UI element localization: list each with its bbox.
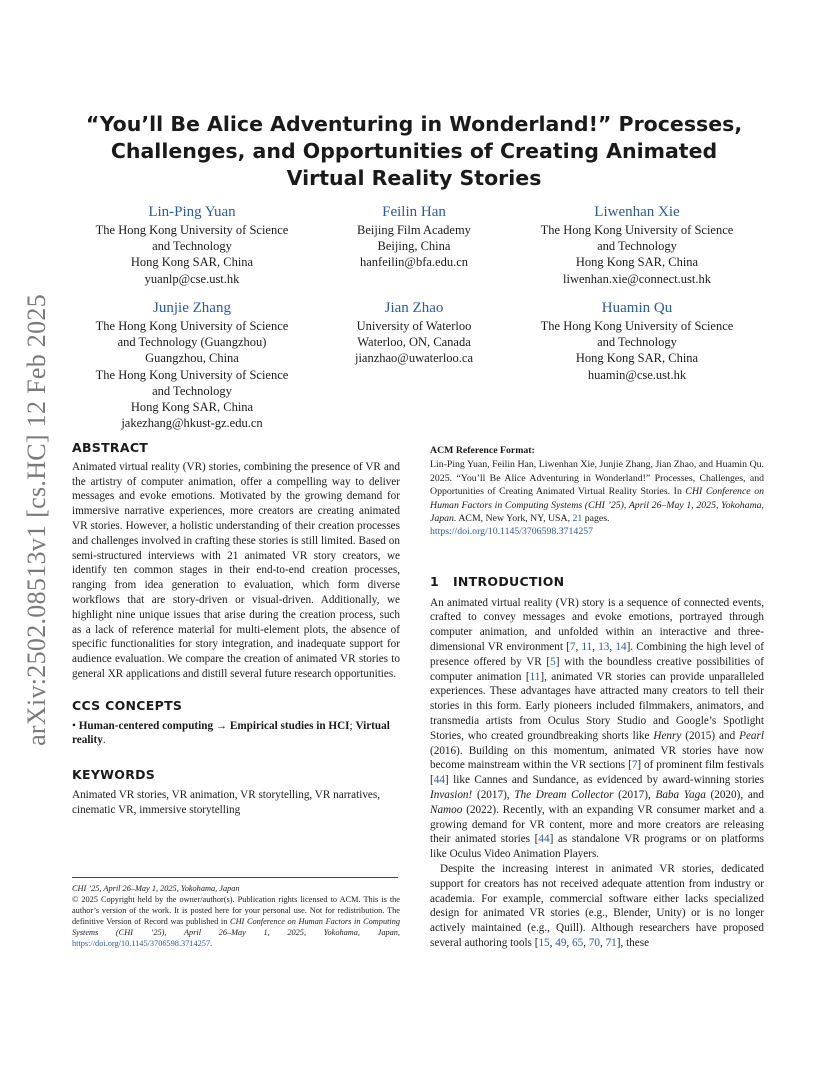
story-title: Baba Yaga — [655, 789, 706, 801]
author-affiliation: The Hong Kong University of Science — [95, 319, 289, 333]
citation-link[interactable]: 11 — [529, 670, 541, 683]
author-location: Hong Kong SAR, China — [130, 400, 254, 415]
citation-link[interactable]: 7 — [631, 759, 638, 772]
author-affiliation: and Technology — [152, 239, 232, 254]
author-email: liwenhan.xie@connect.ust.hk — [563, 271, 711, 286]
footnote-rule — [72, 877, 398, 878]
author-location: Beijing, China — [377, 239, 451, 254]
author-location: Hong Kong SAR, China — [575, 255, 699, 270]
text-run: , — [549, 936, 556, 949]
author-block — [324, 299, 504, 367]
text-run: (2020), and — [705, 789, 764, 801]
author-affiliation: The Hong Kong University of Science — [540, 319, 734, 333]
author-email: yuanlp@cse.ust.hk — [144, 271, 240, 286]
text-run: (2016). Building on this momentum, animated VR stories have now become mainstream within the VR sections [ — [430, 744, 764, 772]
citation-link[interactable]: 13 — [598, 641, 610, 654]
ccs-term: Human-centered computing — [78, 719, 214, 732]
footnote — [72, 883, 400, 949]
text-run: ]. Combining the high level of presence offered by VR [ — [430, 641, 764, 668]
citation-link[interactable]: 7 — [569, 641, 576, 654]
text-run: ] of prominent film festivals [ — [430, 759, 764, 787]
footnote-copyright — [72, 894, 400, 949]
story-title: Namoo — [430, 803, 463, 816]
text-run: , — [599, 936, 606, 949]
author-name[interactable]: Jian Zhao — [384, 300, 444, 316]
text-run: , — [583, 936, 589, 949]
author-email: jakezhang@hkust-gz.edu.cn — [121, 416, 263, 431]
footnote-venue: CHI ’25, April 26–May 1, 2025, Yokohama, Japan — [72, 884, 240, 893]
arxiv-sidebar — [17, 285, 57, 755]
author-affiliation: and Technology — [152, 383, 232, 398]
doi-link[interactable]: https://doi.org/10.1145/3706598.3714257 — [430, 526, 594, 538]
author-email: jianzhao@uwaterloo.ca — [354, 351, 474, 366]
ccs-concepts — [72, 719, 400, 749]
author-name[interactable]: Huamin Qu — [601, 300, 673, 316]
author-location: Waterloo, ON, Canada — [357, 335, 471, 350]
text-run: , — [609, 641, 616, 654]
author-name[interactable]: Liwenhan Xie — [594, 204, 680, 220]
author-affiliation: The Hong Kong University of Science — [95, 223, 289, 237]
story-title: Pearl — [739, 729, 764, 742]
acm-reference-text — [430, 458, 764, 538]
author-location: Hong Kong SAR, China — [575, 351, 699, 366]
acm-reference-authors: Lin-Ping Yuan, Feilin Han, Liwenhan Xie, Junjie Zhang, Jian Zhao, and Huamin Qu. 2025. “You’ll Be Alice Adventuring in Wonderland!” Processes, Challenges, and Opportunities of Creating Animated Virtual Reality Stories. In — [430, 459, 764, 498]
footnote-separator: , — [397, 928, 400, 937]
ccs-end: . — [102, 734, 106, 747]
abstract-text: Animated virtual reality (VR) stories, combining the presence of VR and the artistry of computer animation, offer a compelling way to deliver messages and evoke emotions. Motivated by the growing demand for immersive narrative experiences, more creators are creating animated VR stories. However, a holistic understanding of their creation processes and challenges involved in crafting these stories is still limited. Based on semi-structured interviews with 21 animated VR story creators, we identify ten common stages in their end-to-end creation processes, ranging from idea generation to evaluation, which form diverse workflows that are story-driven or visual-driven. Additionally, we highlight nine unique issues that arise during the creation process, such as a lack of reference material for multi-element plots, the absence of specific functionalities for story integration, and inadequate support for audience evaluation. We compare the creation of animated VR stories to general XR applications and distill several future research opportunities. — [72, 460, 400, 680]
text-run: ] like Cannes and Sundance, as evidenced by award-winning stories — [444, 774, 764, 787]
story-title: The Dream Collector — [514, 789, 614, 801]
citation-link[interactable]: 15 — [538, 936, 550, 949]
acm-reference-heading: ACM Reference Format: — [430, 445, 535, 456]
keywords-text: Animated VR stories, VR animation, VR storytelling, VR narratives, cinematic VR, immersive storytelling — [72, 788, 381, 816]
author-name[interactable]: Feilin Han — [382, 204, 446, 220]
pages-link[interactable]: 21 — [572, 513, 583, 525]
bullet-glyph: • — [72, 719, 76, 732]
author-email: huamin@cse.ust.hk — [587, 367, 687, 382]
arxiv-identifier: arXiv:2502.08513v1 [cs.HC] 12 Feb 2025 — [22, 294, 51, 746]
proceedings-title: CHI Conference on Human Factors in Computing Systems (CHI ’25), April 26–May 1, 2025, Yokohama, Japan — [72, 917, 401, 937]
text-run: ], animated VR stories can provide unparalleled experiences. These advantages have attracted many creators to tell their stories in this form. Early pioneers included filmmakers, animators, and transmedia artists from Oculus Story Studio and Google’s Spotlight Stories, who created groundbreaking shorts like — [430, 670, 764, 742]
author-affiliation: University of Waterloo — [356, 319, 472, 333]
ccs-separator: ; — [349, 719, 353, 732]
intro-paragraph — [430, 596, 764, 862]
abstract-heading: ABSTRACT — [72, 440, 149, 455]
text-run: ] as standalone VR programs or on platforms like Oculus Video Animation Players. — [430, 833, 764, 861]
introduction-heading: 1 INTRODUCTION — [430, 573, 565, 589]
text-run: ], these — [616, 936, 650, 949]
citation-link[interactable]: 44 — [538, 833, 550, 846]
acm-reference-pages: pages. — [584, 513, 610, 525]
text-run: , — [566, 936, 572, 949]
citation-link[interactable]: 11 — [581, 641, 593, 654]
author-location: Hong Kong SAR, China — [130, 255, 254, 270]
right-column — [430, 444, 764, 951]
citation-link[interactable]: 5 — [550, 655, 556, 668]
citation-link[interactable]: 65 — [572, 936, 584, 949]
acm-reference — [430, 444, 764, 539]
paper-title: “You’ll Be Alice Adventuring in Wonderland!” Processes, Challenges, and Opportunities of Creating Animated Virtual Reality Stories — [85, 112, 743, 190]
author-block — [82, 299, 302, 431]
author-block — [82, 203, 302, 287]
text-run: Despite the increasing interest in animated VR stories, dedicated support for creators has not received adequate attention from industry or academia. For example, commercial software either lacks specialized design for animated VR stories (e.g., Blender, Unity) or is no longer actively maintained (e.g., Quill). Although researchers have proposed several authoring tools [ — [430, 862, 764, 949]
author-affiliation: Beijing Film Academy — [357, 223, 471, 237]
ccs-term: Empirical studies in HCI — [229, 719, 350, 732]
text-run: , — [575, 641, 582, 654]
author-block — [324, 203, 504, 271]
text-run: ] with the boundless creative possibilities of computer animation [ — [430, 655, 764, 683]
author-block — [526, 203, 748, 287]
copyright-text: © 2025 Copyright held by the owner/author(s). Publication rights licensed to ACM. This is the author’s version of the work. It is posted here for your personal use. Not for redistribution. The definitive Version of Record was published in — [72, 895, 400, 926]
citation-link[interactable]: 71 — [605, 936, 617, 949]
text-run: An animated virtual reality (VR) story is a sequence of connected events, crafted to convey messages and evoke emotions, portrayed through computer animation, and unfolded within an interactive and three-dimensional VR environment [ — [430, 596, 764, 654]
story-title: Henry — [653, 729, 682, 742]
author-affiliation: and Technology (Guangzhou) — [117, 335, 267, 350]
author-email: hanfeilin@bfa.edu.cn — [360, 255, 468, 270]
story-title: Invasion! — [430, 789, 473, 801]
left-column — [72, 441, 400, 818]
ccs-term: Virtual reality — [72, 719, 390, 747]
author-location: Guangzhou, China — [145, 351, 239, 366]
author-affiliation: and Technology — [597, 239, 677, 254]
acm-reference-publisher: ACM, New York, NY, USA, — [458, 513, 571, 525]
author-name[interactable]: Lin-Ping Yuan — [148, 204, 236, 220]
ccs-heading: CCS CONCEPTS — [72, 697, 183, 713]
keywords-heading: KEYWORDS — [72, 767, 156, 783]
citation-link[interactable]: 70 — [588, 936, 600, 949]
doi-link[interactable]: https://doi.org/10.1145/3706598.3714257 — [72, 939, 211, 948]
citation-link[interactable]: 49 — [555, 936, 567, 949]
text-run: (2015) and — [681, 729, 740, 742]
intro-paragraph — [430, 862, 764, 951]
author-affiliation: and Technology — [597, 335, 677, 350]
author-name[interactable]: Junjie Zhang — [153, 300, 231, 316]
author-block — [526, 299, 748, 383]
citation-link[interactable]: 14 — [615, 641, 627, 654]
text-run: (2017), — [613, 789, 656, 801]
arrow-glyph: → — [215, 719, 228, 732]
citation-link[interactable]: 44 — [433, 774, 445, 787]
text-run: (2022). Recently, with an expanding VR consumer market and a growing demand for VR content, more and more creators are releasing their animated stories [ — [430, 803, 764, 846]
text-run: (2017), — [472, 789, 515, 801]
footnote-end: . — [210, 939, 213, 948]
acm-reference-proceedings: CHI Conference on Human Factors in Computing Systems (CHI ’25), April 26–May 1, 2025, Yokohama, Japan. — [430, 486, 764, 525]
author-affiliation: The Hong Kong University of Science — [95, 367, 289, 382]
text-run: , — [592, 641, 599, 654]
author-affiliation: The Hong Kong University of Science — [540, 223, 734, 237]
